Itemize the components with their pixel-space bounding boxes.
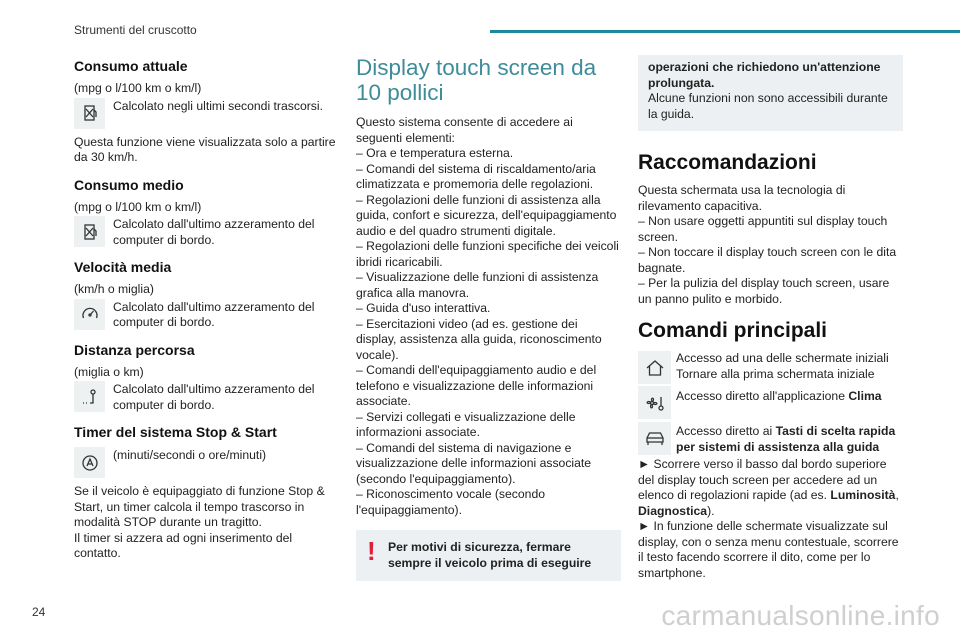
- section-stop-start-timer: [74, 424, 336, 562]
- section-title: Timer del sistema Stop & Start: [74, 424, 277, 440]
- step1-bold-1: Luminosità: [830, 488, 896, 502]
- section-desc: Calcolato negli ultimi secondi trascorsi.: [113, 98, 323, 113]
- section-desc: (minuti/secondi o ore/minuti): [113, 448, 267, 462]
- unit-text: (miglia o km): [74, 364, 144, 379]
- cmd-driving-aids-text: [676, 422, 903, 455]
- list-item: – Regolazioni delle funzioni di assistenza alla guida, confort e sicurezza, dell'equipaggiamento audio e del quadro strumenti digitale.: [356, 192, 617, 238]
- warning-text: Per motivi di sicurezza, fermare sempre il veicolo prima di eseguire: [388, 540, 592, 570]
- section-desc: Calcolato dall'ultimo azzeramento del computer di bordo.: [113, 217, 315, 247]
- step1-bold-2: Diagnostica: [638, 503, 708, 518]
- unit-text: (mpg o l/100 km o km/l): [74, 199, 202, 214]
- stop-start-icon: [74, 447, 105, 478]
- section-title: Velocità media: [74, 259, 172, 275]
- section-title: Consumo attuale: [74, 58, 188, 74]
- feature-list: [356, 146, 621, 518]
- page-number: 24: [32, 605, 46, 619]
- icon-row: [74, 381, 336, 413]
- list-item: – Per la pulizia del display touch screen, usare un panno pulito e morbido.: [638, 276, 890, 306]
- list-item: – Non toccare il display touch screen con le dita bagnate.: [638, 245, 897, 275]
- list-item: – Comandi del sistema di navigazione e visualizzazione delle informazioni associate (secondo l'equipaggiamento).: [356, 440, 592, 486]
- recommendations-list: [638, 214, 903, 307]
- section-desc: Calcolato dall'ultimo azzeramento del computer di bordo.: [113, 299, 315, 329]
- cmd-home-text-1: Accesso ad una delle schermate iniziali: [676, 351, 889, 365]
- warning-continuation-box: [638, 55, 903, 131]
- safety-warning-box: [356, 530, 621, 581]
- cmd-clima-bold: Clima: [848, 389, 882, 403]
- step-swipe-down: [638, 457, 903, 519]
- list-item: – Riconoscimento vocale (secondo l'equipaggiamento).: [356, 487, 546, 517]
- cmd-home: [638, 351, 903, 384]
- icon-row: [74, 216, 336, 248]
- column-trip-computer: [74, 58, 336, 573]
- section-title: Consumo medio: [74, 176, 184, 193]
- section-note: Se il veicolo è equipaggiato di funzione Stop & Start, un timer calcola il tempo trascorso in modalità STOP durante un tragitto.: [74, 484, 325, 529]
- recommendations-intro: Questa schermata usa la tecnologia di rilevamento capacitiva.: [638, 183, 846, 213]
- home-icon: [638, 351, 671, 384]
- watermark: carmanualsonline.info: [661, 600, 940, 631]
- main-controls-title: Comandi principali: [638, 319, 828, 342]
- unit-text: (km/h o miglia): [74, 282, 154, 296]
- warning-icon: !: [367, 536, 376, 566]
- recommendations-title: Raccomandazioni: [638, 151, 817, 174]
- list-item: – Visualizzazione delle funzioni di assistenza grafica alla manovra.: [356, 270, 599, 300]
- icon-row: [74, 299, 336, 331]
- step1-post: ).: [707, 503, 715, 518]
- cmd-car-bold: Tasti di scelta rapida per sistemi di assistenza alla guida: [676, 424, 896, 454]
- step1-mid: ,: [895, 488, 899, 502]
- section-average-consumption: [74, 177, 336, 249]
- cmd-car-pre: Accesso diretto ai: [676, 424, 776, 438]
- cmd-driving-aids: [638, 422, 903, 455]
- distance-pin-icon: [74, 381, 105, 412]
- list-item: – Comandi dell'equipaggiamento audio e del telefono e visualizzazione delle informazioni associate.: [356, 363, 597, 408]
- step1-pre: ► Scorrere verso il basso dal bordo superiore del display touch screen per accedere ad un elenco di regolazioni rapide (ad es.: [638, 457, 887, 502]
- list-item: – Guida d'uso interattiva.: [356, 301, 491, 315]
- list-item: – Servizi collegati e visualizzazione delle informazioni associate.: [356, 409, 576, 439]
- cmd-home-text-2: Tornare alla prima schermata iniziale: [676, 366, 875, 381]
- cmd-clima: [638, 386, 903, 419]
- cmd-clima-pre: Accesso diretto all'applicazione: [676, 389, 849, 403]
- unit-text: (mpg o l/100 km o km/l): [74, 81, 202, 95]
- icon-row: [74, 447, 336, 478]
- section-note-2: Il timer si azzera ad ogni inserimento del contatto.: [74, 530, 293, 560]
- speedometer-icon: [74, 299, 105, 330]
- fuel-pump-icon: [74, 98, 105, 129]
- cmd-clima-text: [676, 386, 882, 405]
- warning-continuation-text: Alcune funzioni non sono accessibili durante la guida.: [648, 91, 888, 121]
- section-current-consumption: [74, 58, 336, 166]
- section-distance: [74, 342, 336, 414]
- list-item: – Non usare oggetti appuntiti sul display touch screen.: [638, 214, 888, 244]
- list-item: – Comandi del sistema di riscaldamento/aria climatizzata e promemoria delle regolazioni.: [356, 161, 596, 191]
- section-desc: Calcolato dall'ultimo azzeramento del computer di bordo.: [113, 382, 315, 412]
- touch-screen-title: Display touch screen da 10 pollici: [356, 55, 597, 105]
- car-icon: [638, 422, 671, 455]
- column-recommendations: [638, 55, 903, 581]
- header-title: Strumenti del cruscotto: [74, 23, 197, 37]
- fan-temperature-icon: [638, 386, 671, 419]
- fuel-pump-icon: [74, 216, 105, 247]
- icon-row: [74, 98, 336, 129]
- section-average-speed: [74, 259, 336, 331]
- step-scroll: ► In funzione delle schermate visualizzate sul display, con o senza menu contestuale, scorrere il testo facendo scorrere il dito, come per lo smartphone.: [638, 519, 899, 580]
- list-item: – Ora e temperatura esterna.: [356, 146, 514, 160]
- list-item: – Esercitazioni video (ad es. gestione dei display, assistenza alla guida, riconoscimento vocale).: [356, 316, 602, 362]
- touch-screen-intro: Questo sistema consente di accedere ai seguenti elementi:: [356, 115, 573, 145]
- list-item: – Regolazioni delle funzioni specifiche dei veicoli ibridi ricaricabili.: [356, 239, 619, 269]
- warning-continuation-bold: operazioni che richiedono un'attenzione prolungata.: [648, 60, 881, 90]
- header-accent-bar: [490, 30, 960, 33]
- section-title: Distanza percorsa: [74, 341, 195, 358]
- section-note: Questa funzione viene visualizzata solo a partire da 30 km/h.: [74, 134, 336, 164]
- column-touch-screen: [356, 55, 621, 581]
